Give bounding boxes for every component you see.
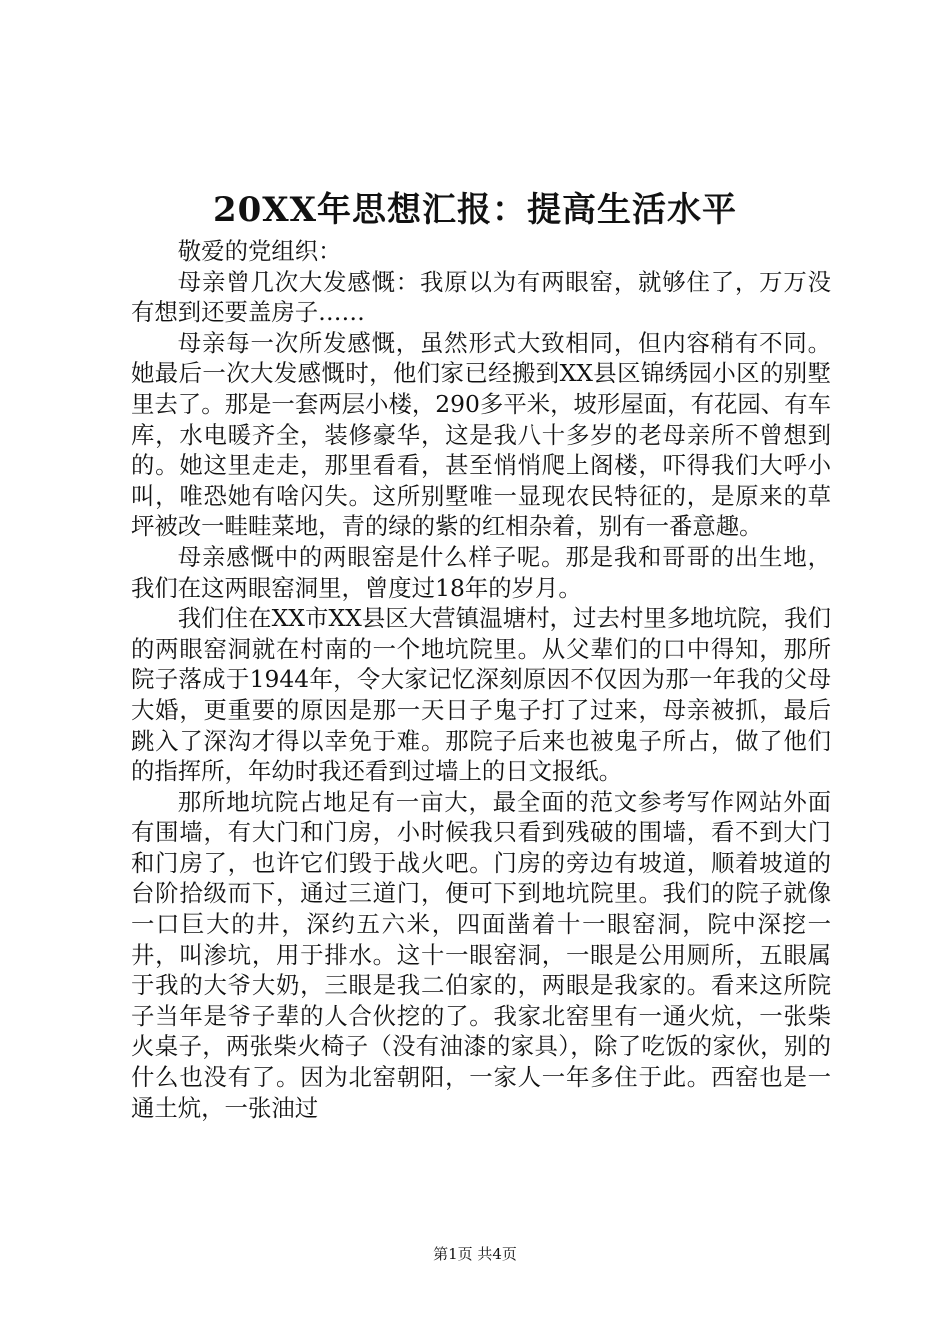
document-title: 20XX年思想汇报：提高生活水平 xyxy=(212,190,738,230)
document-body xyxy=(131,236,831,1123)
paragraph: 母亲曾几次大发感慨：我原以为有两眼窑，就够住了，万万没有想到还要盖房子…… xyxy=(131,267,831,327)
paragraph: 母亲每一次所发感慨，虽然形式大致相同，但内容稍有不同。她最后一次大发感慨时，他们家已经搬到XX县区锦绣园小区的别墅里去了。那是一套两层小楼，290多平米，坡形屋面，有花园、有车库，水电暖齐全，装修豪华，这是我八十多岁的老母亲所不曾想到的。她这里走走，那里看看，甚至悄悄爬上阁楼，吓得我们大呼小叫，唯恐她有啥闪失。这所别墅唯一显现农民特征的，是原来的草坪被改一畦畦菜地，青的绿的紫的红相杂着，别有一番意趣。 xyxy=(131,328,831,541)
page-footer: 第1页 共4页 xyxy=(433,1245,517,1263)
paragraph: 我们住在XX市XX县区大营镇温塘村，过去村里多地坑院，我们的两眼窑洞就在村南的一个地坑院里。从父辈们的口中得知，那所院子落成于1944年，令大家记忆深刻原因不仅因为那一年我的父母大婚，更重要的原因是那一天日子鬼子打了过来，母亲被抓，最后跳入了深沟才得以幸免于难。那院子后来也被鬼子所占，做了他们的指挥所，年幼时我还看到过墙上的日文报纸。 xyxy=(131,604,831,786)
paragraph: 母亲感慨中的两眼窑是什么样子呢。那是我和哥哥的出生地，我们在这两眼窑洞里，曾度过18年的岁月。 xyxy=(131,542,831,602)
salutation: 敬爱的党组织： xyxy=(177,237,342,265)
paragraph: 那所地坑院占地足有一亩大，最全面的范文参考写作网站外面有围墙，有大门和门房，小时候我只看到残破的围墙，看不到大门和门房了，也许它们毁于战火吧。门房的旁边有坡道，顺着坡道的台阶拾级而下，通过三道门，便可下到地坑院里。我们的院子就像一口巨大的井，深约五六米，四面凿着十一眼窑洞，院中深挖一井，叫渗坑，用于排水。这十一眼窑洞，一眼是公用厕所，五眼属于我的大爷大奶，三眼是我二伯家的，两眼是我家的。看来这所院子当年是爷子辈的人合伙挖的了。我家北窑里有一通火炕，一张柴火桌子，两张柴火椅子（没有油漆的家具），除了吃饭的家伙，别的什么也没有了。因为北窑朝阳，一家人一年多住于此。西窑也是一通土炕，一张油过 xyxy=(131,787,831,1122)
